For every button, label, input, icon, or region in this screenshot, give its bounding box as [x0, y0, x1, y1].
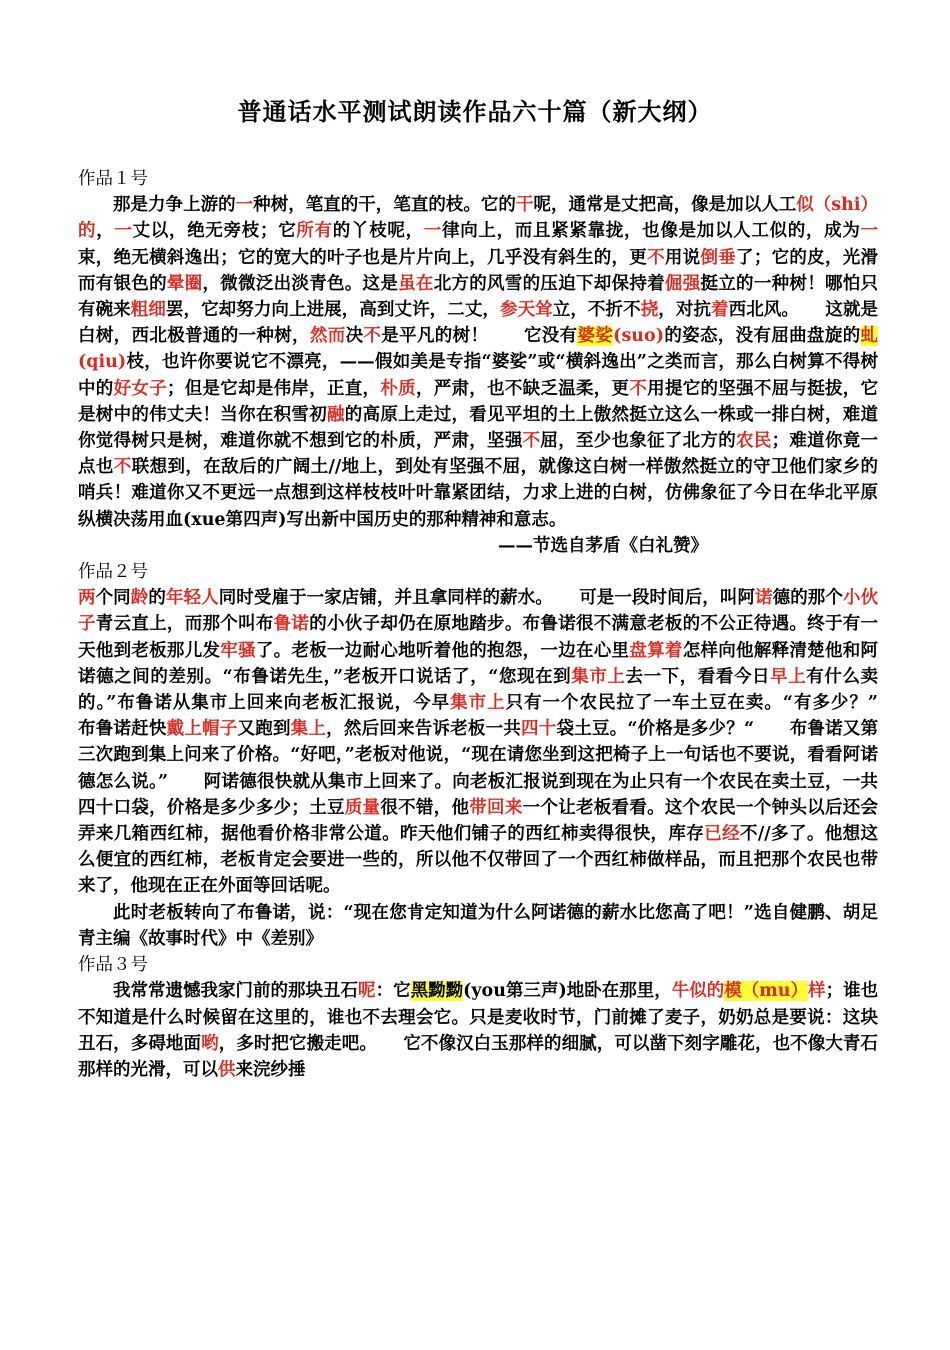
- work-1-text: [78, 192, 878, 533]
- marked-text: 鲁诺: [273, 614, 310, 635]
- marked-text: 集市上: [571, 666, 626, 687]
- text-run: 德的那个: [772, 588, 843, 609]
- text-run: 的姿态，没有屈曲盘旋的: [663, 326, 861, 347]
- text-run: 的小伙子却仍在原地踏步。布鲁诺很不满意老板的不公正待遇。终于有一天他到老板那儿发: [78, 614, 879, 661]
- marked-text: 诺: [755, 588, 773, 609]
- marked-text: 一: [235, 195, 254, 216]
- text-run: 用说: [664, 247, 701, 268]
- marked-text: 干: [515, 195, 534, 216]
- marked-text: 似（shi）的: [78, 195, 879, 242]
- marked-text: 晕圈: [166, 273, 203, 294]
- text-run: 立，不折不: [552, 300, 641, 321]
- page-title: 普通话水平测试朗读作品六十篇（新大纲）: [237, 97, 713, 126]
- marked-text: 黑黝黝: [410, 981, 464, 1002]
- marked-text: 倔强: [664, 273, 701, 294]
- marked-text: 质量: [344, 797, 381, 818]
- text-run: 联想到，在敌后的广阔土//地上，到处有坚强不屈，就像这白树一样傲然挺立的守卫他们家乡的哨兵！难道你又不更远一点想到这样枝枝叶叶靠紧团结，力求上进的白树，仿佛象征了今日在华北平原纵横决荡用血(xue第四声)写出新中国历史的那种精神和意志。: [78, 457, 879, 530]
- text-run: 了；它的皮，光滑而有银色的: [78, 247, 879, 294]
- marked-text: 两: [78, 588, 96, 609]
- text-run: 的高原上走过，看见平坦的土上傲然挺立这么一株或一排白树，难道你觉得树只是树，难道你就不想到它的朴质，严肃，坚强: [78, 404, 879, 452]
- marked-text: 牢骚: [220, 640, 256, 661]
- marked-text: 供: [218, 1059, 236, 1080]
- marked-text: 婆娑: [577, 326, 614, 347]
- marked-text: 农民: [736, 431, 772, 452]
- text-run: ，多时把它搬走吧。 它不像汉白玉那样的细腻，可以凿下刻字雕花，也不像大青石那样的光滑，可以: [78, 1033, 879, 1080]
- text-run: ：它: [375, 981, 411, 1002]
- text-run: 枝，也许你要说它不漂亮，——假如美是专指“婆娑”或“横斜逸出”之类而言，那么白树算不得树中的: [78, 352, 878, 399]
- marked-text: 龄: [130, 588, 149, 609]
- marked-text: 不: [363, 326, 382, 347]
- marked-text: 倒垂: [700, 247, 737, 268]
- text-run: 一个让老板看看。这个农民一个钟头以后还会弄来几箱西红柿，据他看价格非常公道。昨天他们铺子的西红柿卖得很快，库存: [78, 797, 879, 845]
- text-run: ；但是它却是伟岸，正直，: [166, 378, 381, 399]
- marked-text: (qiu): [78, 352, 127, 373]
- text-run: 只有一个农民拉了一车土豆在卖。“有多少？” 布鲁诺赶快: [78, 693, 913, 740]
- work-2-text: [78, 585, 913, 899]
- text-run: 同时受雇于一家店铺，并且拿同样的薪水。 可是一段时间后，叫阿: [218, 588, 756, 609]
- text-run: 丈以，绝无旁枝；它: [132, 221, 297, 242]
- marked-text: 虽在: [398, 273, 434, 294]
- text-run: 是平凡的树！ 它没有: [381, 326, 578, 347]
- marked-text: 早上: [770, 666, 807, 687]
- marked-text: 集市上: [450, 693, 506, 714]
- marked-text: 融: [326, 404, 345, 425]
- text-run: 西北风。 这就是白树，西北极普通的一种树，: [78, 300, 879, 347]
- text-run: 种树，笔直的干，笔直的枝。它的: [253, 195, 516, 216]
- text-run: ，对抗: [658, 300, 712, 321]
- marked-text: 好女子: [113, 378, 167, 399]
- text-run: 屈，至少也象征了北方的: [540, 431, 737, 452]
- text-run: 决: [345, 326, 364, 347]
- marked-text: 不: [522, 431, 541, 452]
- marked-text: 所有: [296, 221, 333, 242]
- text-run: 律向上，而且紧紧靠拢，也像是加以人工似的，成为: [442, 221, 861, 242]
- text-run: 罢，它却努力向上进展，高到丈许，二丈，: [165, 300, 501, 321]
- work-1-heading: 作品１号: [78, 169, 148, 189]
- text-run: 去一下，看看今日: [625, 666, 771, 687]
- text-run: 又跑到: [237, 719, 291, 740]
- work-1-source: ——节选自茅盾《白礼赞》: [498, 535, 708, 556]
- marked-text: 盘算着: [629, 640, 683, 661]
- text-run: 青云直上，而那个叫布: [95, 614, 274, 635]
- marked-text: 集上: [290, 719, 327, 740]
- text-run: 北方的风雪的压迫下却保持着: [433, 273, 665, 294]
- text-run: ；难道你竟一点也: [78, 431, 879, 478]
- marked-text: 着: [711, 300, 729, 321]
- text-run: 的丫枝呢，: [332, 221, 424, 242]
- work-2-closing: 此时老板转向了布鲁诺，说：“现在您肯定知道为什么阿诺德的薪水比您高了吧！”选自健鹏、胡足青主编《故事时代》中《差别》: [78, 902, 878, 949]
- marked-text: 一: [860, 221, 879, 242]
- marked-text: 不: [629, 378, 648, 399]
- marked-text: 戴上帽子: [166, 719, 238, 740]
- marked-text: 哟: [201, 1033, 219, 1054]
- marked-text: 粗细: [130, 300, 166, 321]
- marked-text: 已经: [704, 824, 740, 845]
- marked-text: 小伙子: [78, 588, 879, 635]
- text-run: ，: [96, 221, 115, 242]
- marked-text: 一: [114, 221, 133, 242]
- text-run: 来浣纱捶: [235, 1059, 306, 1080]
- marked-text: 虬: [860, 326, 879, 347]
- text-run: 的: [148, 588, 166, 609]
- text-run: 那是力争上游的: [113, 195, 236, 216]
- work-3-text: [78, 978, 878, 1083]
- text-run: ，微微泛出淡青色。这是: [202, 273, 399, 294]
- marked-text: 朴质: [380, 378, 416, 399]
- text-run: 束，绝无横斜逸出；它的宽大的叶子也是片片向上，几乎没有斜生的，更: [78, 247, 648, 268]
- text-run: 不//多了。他想这么便宜的西红柿，老板肯定会要进一些的，所以他不仅带回了一个西红柿做样品，而且把那个农民也带来了，他现在正在外面等回话呢。: [78, 824, 879, 897]
- marked-text: 带回来: [469, 797, 523, 818]
- work-2-heading: 作品２号: [78, 562, 148, 583]
- marked-text: 四十: [521, 719, 557, 740]
- text-run: 挺立的一种树！哪怕只有碗来: [78, 273, 879, 321]
- marked-text: 然而: [309, 326, 346, 347]
- work-3-heading: 作品３号: [78, 955, 148, 976]
- text-run: 我常常遗憾我家门前的那块丑石: [113, 981, 359, 1002]
- text-run: 怎样向他解释清楚他和阿诺德之间的差别。“布鲁诺先生，”老板开口说话了，“您现在到: [78, 640, 879, 687]
- marked-text: 呢: [358, 981, 376, 1002]
- marked-text: (suo): [613, 326, 664, 347]
- text-run: 有什么卖的。”布鲁诺从集市上回来向老板汇报说，今早: [78, 666, 879, 714]
- marked-text: 模（mu）: [724, 981, 809, 1002]
- text-run: ；谁也不知道是什么时候留在这里的，谁也不去理会它。只是麦收时节，门前摊了麦子，奶奶总是要说：这块丑石，多碍地面: [78, 981, 879, 1054]
- marked-text: 挠: [640, 300, 659, 321]
- marked-text: 不: [113, 457, 132, 478]
- marked-text: 参天耸: [500, 300, 553, 321]
- marked-text: 不: [647, 247, 665, 268]
- text-run: 呢，通常是丈把高，像是加以人工: [533, 195, 797, 216]
- text-run: 个同: [95, 588, 131, 609]
- text-run: ，严肃，也不缺乏温柔，更: [415, 378, 630, 399]
- text-run: 很不错，他: [380, 797, 470, 818]
- marked-text: 牛似的: [671, 981, 725, 1002]
- text-run: 用提它的坚强不屈与挺拔，它是树中的伟丈夫！当你在积雪初: [78, 378, 879, 425]
- text-run: 了。老板一边耐心地听着他的抱怨，一边在心里: [255, 640, 630, 661]
- marked-text: 样: [808, 981, 826, 1002]
- document-body: [78, 166, 913, 1083]
- text-run: 袋土豆。“价格是多少？“ 布鲁诺又第三次跑到集上问来了价格。“好吧，”老板对他说，“现在请您坐到这把椅子上一句话也不要说，看看阿诺德怎么说。” 阿诺德很快就从集市上回来了。向老板汇报说到现在为止只有一个农民在卖土豆，一共四十口袋，价格是多少多少；土豆: [78, 719, 879, 818]
- text-run: ，然后回来告诉老板一共: [326, 719, 522, 740]
- text-run: (you第三声)地卧在那里，: [463, 981, 672, 1002]
- marked-text: 年轻人: [165, 588, 219, 609]
- marked-text: 一: [423, 221, 442, 242]
